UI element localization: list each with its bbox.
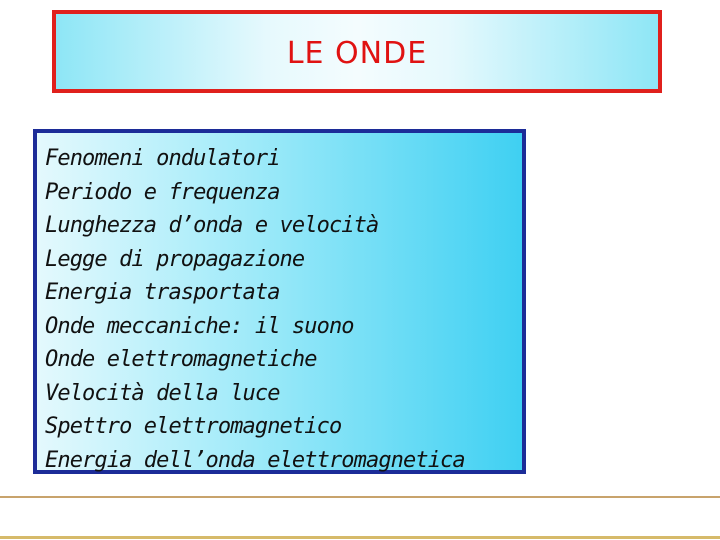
topic-item: Onde meccaniche: il suono <box>45 313 354 339</box>
footer-divider-top <box>0 496 720 498</box>
topic-item: Onde elettromagnetiche <box>45 347 317 372</box>
topic-item: Legge di propagazione <box>45 246 305 272</box>
topic-item: Spettro elettromagnetico <box>45 414 342 439</box>
topic-item: Lunghezza d’onda e velocità <box>45 213 379 238</box>
title-box <box>52 10 662 93</box>
topics-box <box>33 129 526 474</box>
footer-divider-bottom <box>0 536 720 539</box>
topic-item: Periodo e frequenza <box>45 179 280 205</box>
slide-title: LE ONDE <box>286 36 428 71</box>
topic-item: Velocità della luce <box>45 380 280 406</box>
topic-item: Energia trasportata <box>45 280 280 305</box>
topic-item: Energia dell’onda elettromagnetica <box>45 447 465 473</box>
topics-list <box>45 142 522 477</box>
topic-item: Fenomeni ondulatori <box>45 146 280 171</box>
